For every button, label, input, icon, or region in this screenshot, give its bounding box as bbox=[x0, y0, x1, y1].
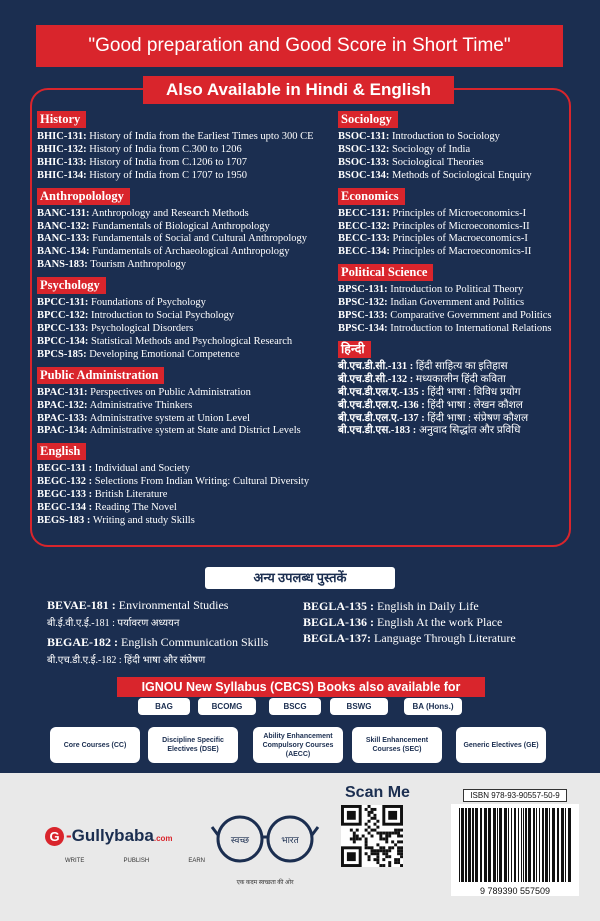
course-row bbox=[338, 323, 578, 336]
other-book-begla-135: BEGLA-135 : English in Daily Life bbox=[303, 599, 479, 613]
course-code: BHIC-134: bbox=[37, 169, 87, 181]
gullybaba-g-icon: G bbox=[45, 827, 64, 846]
course-name: हिंदी भाषा : संप्रेषण कौशल bbox=[424, 412, 529, 424]
course-row bbox=[338, 361, 578, 374]
course-name: History of India from C.300 to 1206 bbox=[86, 143, 242, 155]
ignou-banner: IGNOU New Syllabus (CBCS) Books also available for bbox=[117, 677, 485, 697]
course-core: Core Courses (CC) bbox=[50, 727, 140, 763]
course-name: Principles of Microeconomics-I bbox=[389, 207, 527, 219]
course-name: Fundamentals of Biological Anthropology bbox=[89, 220, 270, 232]
course-code: BPAC-132: bbox=[37, 399, 88, 411]
course-aecc: Ability Enhancement Compulsory Courses (AECC) bbox=[253, 727, 343, 763]
course-code: BANC-133: bbox=[37, 233, 90, 245]
course-sec: Skill Enhancement Courses (SEC) bbox=[352, 727, 442, 763]
course-name: Introduction to Political Theory bbox=[387, 284, 524, 296]
course-code: BHIC-131: bbox=[37, 131, 87, 142]
qr-code-icon bbox=[341, 805, 403, 867]
course-name: Statistical Methods and Psychological Research bbox=[88, 335, 293, 347]
section-right_sections-0 bbox=[338, 110, 578, 183]
course-code: BPSC-133: bbox=[338, 310, 388, 322]
course-row bbox=[37, 413, 337, 426]
logo-subtitle: WRITE PUBLISH EARN bbox=[65, 858, 205, 864]
other-book-begla-136: BEGLA-136 : English At the work Place bbox=[303, 615, 503, 629]
course-code: BHIC-133: bbox=[37, 156, 87, 168]
course-name: Fundamentals of Social and Cultural Anthropology bbox=[89, 233, 308, 245]
course-row bbox=[338, 400, 578, 413]
course-code: BHIC-132: bbox=[37, 143, 87, 155]
swachh-bharat-glasses-icon bbox=[210, 805, 320, 873]
section-heading: English bbox=[37, 443, 86, 460]
isbn-label: ISBN 978-93-90557-50-9 bbox=[463, 789, 567, 802]
section-right_sections-3 bbox=[338, 340, 578, 438]
section-heading: Public Administration bbox=[37, 367, 164, 384]
course-row bbox=[338, 170, 578, 183]
course-code: BPCC-132: bbox=[37, 310, 89, 322]
course-name: Introduction to International Relations bbox=[387, 322, 552, 334]
course-row bbox=[338, 310, 578, 323]
section-heading: History bbox=[37, 111, 86, 128]
course-name: Tourism Anthropology bbox=[87, 259, 187, 271]
course-code: BPSC-134: bbox=[338, 322, 388, 334]
left-column bbox=[37, 110, 337, 532]
course-row bbox=[37, 131, 337, 144]
course-name: Administrative system at State and District Levels bbox=[87, 425, 301, 437]
program-ba-hons: BA (Hons.) bbox=[404, 698, 462, 715]
course-name: अनुवाद सिद्धांत और प्रविधि bbox=[416, 425, 521, 437]
course-row bbox=[338, 157, 578, 170]
course-name: Individual and Society bbox=[92, 463, 190, 475]
course-name: Introduction to Social Psychology bbox=[88, 310, 235, 322]
course-code: BANS-183: bbox=[37, 259, 88, 271]
course-code: BPAC-134: bbox=[37, 425, 88, 437]
course-row bbox=[338, 208, 578, 221]
scan-me-label: Scan Me bbox=[345, 784, 410, 801]
course-name: Principles of Microeconomics-II bbox=[389, 220, 530, 232]
course-row bbox=[37, 463, 337, 476]
course-code: BECC-132: bbox=[338, 220, 390, 232]
course-row bbox=[338, 131, 578, 144]
course-code: BPSC-132: bbox=[338, 297, 388, 309]
gullybaba-logo: G -Gullybaba.com bbox=[45, 826, 173, 846]
course-code: BANC-131: bbox=[37, 207, 90, 219]
course-code: BPAC-131: bbox=[37, 386, 88, 398]
course-row bbox=[37, 144, 337, 157]
course-code: BEGC-131 : bbox=[37, 463, 93, 475]
course-name: History of India from the Earliest Times upto 300 CE bbox=[86, 131, 314, 142]
course-row bbox=[37, 170, 337, 183]
section-right_sections-2 bbox=[338, 263, 578, 336]
course-row bbox=[37, 297, 337, 310]
course-row bbox=[338, 297, 578, 310]
course-row bbox=[37, 349, 337, 362]
program-bscg: BSCG bbox=[269, 698, 321, 715]
course-code: BEGC-132 : bbox=[37, 476, 93, 488]
course-name: Principles of Macroeconomics-II bbox=[389, 246, 532, 258]
section-heading: Sociology bbox=[338, 111, 398, 128]
section-left_sections-4 bbox=[37, 442, 337, 528]
course-name: Anthropology and Research Methods bbox=[89, 207, 249, 219]
program-bswg: BSWG bbox=[330, 698, 388, 715]
course-code: BSOC-134: bbox=[338, 169, 390, 181]
other-book-bevae: BEVAE-181 : Environmental Studies bbox=[47, 598, 229, 612]
section-left_sections-2 bbox=[37, 276, 337, 362]
course-name: Sociology of India bbox=[389, 143, 471, 155]
swachh-right-text: भारत bbox=[281, 835, 299, 845]
section-heading: हिन्दी bbox=[338, 341, 371, 358]
course-name: Sociological Theories bbox=[389, 156, 484, 168]
course-name: Fundamentals of Archaeological Anthropology bbox=[89, 246, 290, 258]
other-book-begae: BEGAE-182 : English Communication Skills bbox=[47, 635, 269, 649]
course-dse: Discipline Specific Electives (DSE) bbox=[148, 727, 238, 763]
course-code: बी.एच.डी.सी.-132 : bbox=[338, 373, 414, 385]
course-code: BEGS-183 : bbox=[37, 514, 91, 526]
course-code: BANC-132: bbox=[37, 220, 90, 232]
course-name: Writing and study Skills bbox=[90, 514, 195, 526]
course-row bbox=[338, 221, 578, 234]
course-code: BPCC-131: bbox=[37, 297, 89, 309]
other-books-heading: अन्य उपलब्ध पुस्तकें bbox=[205, 567, 395, 589]
course-code: BPCC-133: bbox=[37, 322, 89, 334]
program-bcomg: BCOMG bbox=[198, 698, 256, 715]
course-code: BECC-131: bbox=[338, 207, 390, 219]
course-ge: Generic Electives (GE) bbox=[456, 727, 546, 763]
course-name: Indian Government and Politics bbox=[387, 297, 525, 309]
section-right_sections-1 bbox=[338, 187, 578, 260]
course-name: हिंदी साहित्य का इतिहास bbox=[413, 360, 508, 372]
course-row bbox=[338, 425, 578, 438]
course-name: History of India from C 1707 to 1950 bbox=[86, 169, 247, 181]
course-code: BPCS-185: bbox=[37, 348, 87, 360]
program-bag: BAG bbox=[138, 698, 190, 715]
section-left_sections-0 bbox=[37, 110, 337, 183]
course-name: Reading The Novel bbox=[92, 502, 177, 514]
section-heading: Psychology bbox=[37, 277, 106, 294]
course-row bbox=[338, 387, 578, 400]
course-code: BEGC-134 : bbox=[37, 502, 93, 514]
available-banner: Also Available in Hindi & English bbox=[143, 76, 454, 104]
course-name: Methods of Sociological Enquiry bbox=[389, 169, 532, 181]
course-row bbox=[338, 246, 578, 259]
course-name: Administrative Thinkers bbox=[87, 399, 193, 411]
course-code: BECC-134: bbox=[338, 246, 390, 258]
course-row bbox=[37, 246, 337, 259]
course-row bbox=[37, 208, 337, 221]
course-code: BPCC-134: bbox=[37, 335, 89, 347]
course-code: BEGC-133 : bbox=[37, 489, 93, 501]
course-name: मध्यकालीन हिंदी कविता bbox=[413, 373, 506, 385]
course-name: Developing Emotional Competence bbox=[86, 348, 240, 360]
course-name: हिंदी भाषा : लेखन कौशल bbox=[424, 399, 523, 411]
course-code: बी.एच.डी.एल.ए.-136 : bbox=[338, 399, 425, 411]
course-name: British Literature bbox=[92, 489, 168, 501]
course-name: Selections From Indian Writing: Cultural Diversity bbox=[92, 476, 310, 488]
course-row bbox=[37, 259, 337, 272]
course-name: Principles of Macroeconomics-I bbox=[389, 233, 528, 245]
other-book-begla-137: BEGLA-137: Language Through Literature bbox=[303, 631, 516, 645]
course-name: Introduction to Sociology bbox=[389, 131, 500, 142]
section-left_sections-3 bbox=[37, 366, 337, 439]
course-row bbox=[37, 476, 337, 489]
course-row bbox=[37, 310, 337, 323]
section-heading: Economics bbox=[338, 188, 405, 205]
course-code: बी.एच.डी.सी.-131 : bbox=[338, 360, 414, 372]
course-row bbox=[37, 515, 337, 528]
other-book-begae-hindi: बी.एच.डी.ए.ई.-182 : हिंदी भाषा और संप्रेषण bbox=[47, 655, 206, 666]
course-row bbox=[37, 323, 337, 336]
course-code: BPAC-133: bbox=[37, 412, 88, 424]
course-name: Perspectives on Public Administration bbox=[87, 386, 251, 398]
course-name: Administrative system at Union Level bbox=[87, 412, 250, 424]
other-book-bevae-hindi: बी.ई.वी.ए.ई.-181 : पर्यावरण अध्ययन bbox=[47, 618, 180, 629]
course-code: BANC-134: bbox=[37, 246, 90, 258]
course-row bbox=[37, 502, 337, 515]
course-name: Psychological Disorders bbox=[88, 322, 194, 334]
course-row bbox=[37, 233, 337, 246]
section-heading: Political Science bbox=[338, 264, 433, 281]
course-name: Comparative Government and Politics bbox=[387, 310, 552, 322]
course-row bbox=[37, 221, 337, 234]
course-code: बी.एच.डी.एस.-183 : bbox=[338, 425, 417, 437]
right-column bbox=[338, 110, 578, 442]
course-code: बी.एच.डी.एल.ए.-135 : bbox=[338, 386, 425, 398]
course-code: BSOC-131: bbox=[338, 131, 390, 142]
barcode-number: 9 789390 557509 bbox=[451, 886, 579, 896]
course-row bbox=[338, 144, 578, 157]
course-row bbox=[338, 374, 578, 387]
course-row bbox=[338, 233, 578, 246]
course-row bbox=[37, 157, 337, 170]
tagline-banner: "Good preparation and Good Score in Short Time" bbox=[36, 25, 563, 67]
section-left_sections-1 bbox=[37, 187, 337, 273]
section-heading: Anthropolology bbox=[37, 188, 130, 205]
course-name: हिंदी भाषा : विविध प्रयोग bbox=[424, 386, 521, 398]
course-row bbox=[37, 336, 337, 349]
course-row bbox=[338, 284, 578, 297]
course-name: History of India from C.1206 to 1707 bbox=[86, 156, 247, 168]
course-row bbox=[37, 489, 337, 502]
course-code: BSOC-133: bbox=[338, 156, 390, 168]
course-row bbox=[37, 400, 337, 413]
barcode-icon bbox=[451, 804, 579, 888]
swachh-left-text: स्वच्छ bbox=[230, 835, 250, 845]
course-row bbox=[37, 425, 337, 438]
course-code: बी.एच.डी.एल.ए.-137 : bbox=[338, 412, 425, 424]
swachh-subtitle: एक कदम स्वच्छता की ओर bbox=[236, 880, 294, 886]
course-row bbox=[338, 413, 578, 426]
course-code: BECC-133: bbox=[338, 233, 390, 245]
course-name: Foundations of Psychology bbox=[88, 297, 206, 309]
course-code: BPSC-131: bbox=[338, 284, 388, 296]
course-code: BSOC-132: bbox=[338, 143, 390, 155]
course-row bbox=[37, 387, 337, 400]
